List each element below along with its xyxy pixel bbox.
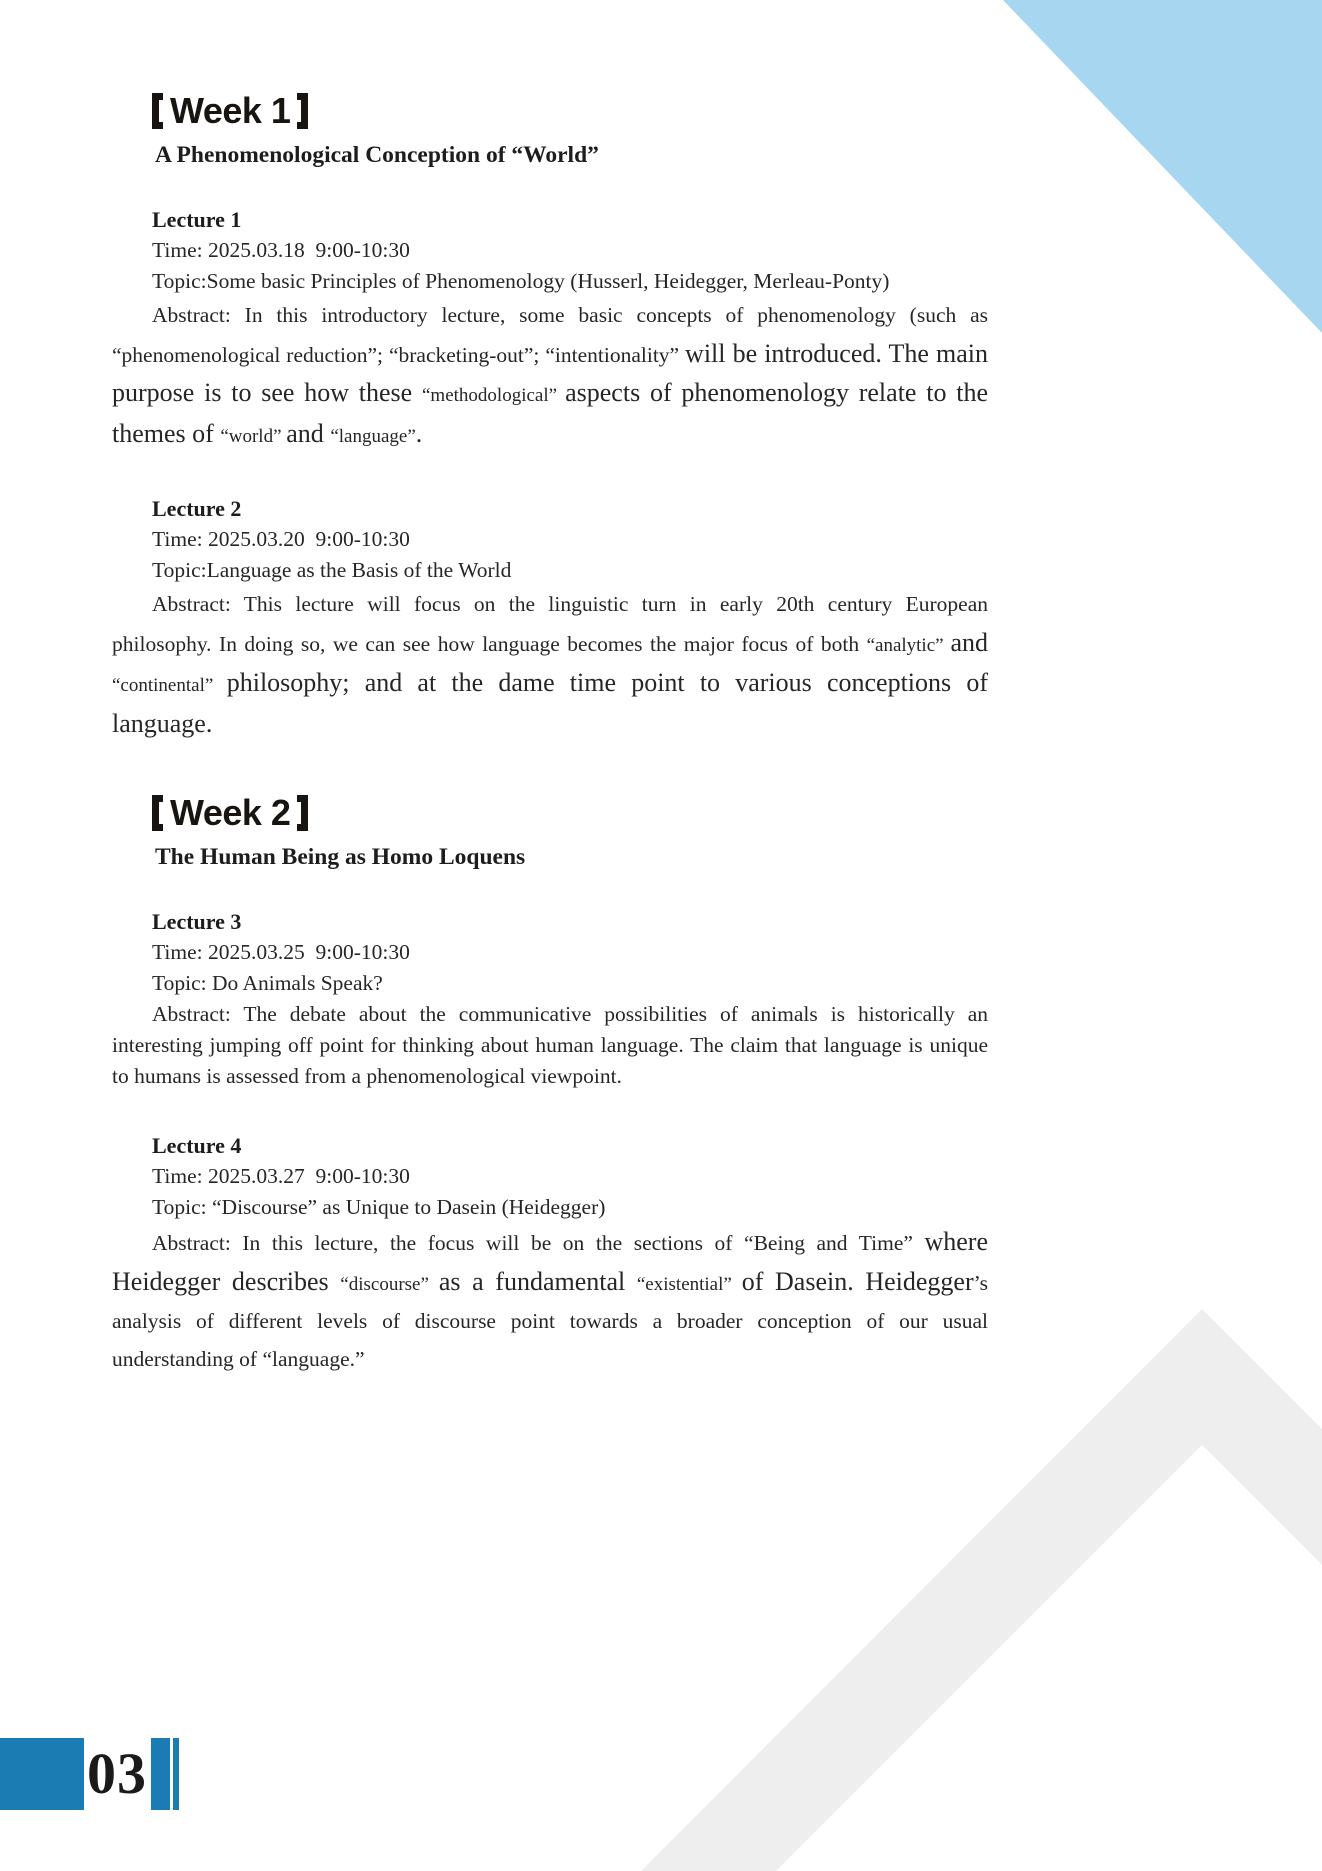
abstract-text-run: “methodological” [422, 385, 566, 406]
lecture-title: Lecture 2 [152, 496, 242, 521]
footer-stripe-thick-icon [151, 1738, 170, 1810]
lecture-block [112, 204, 988, 455]
abstract-text-run: Abstract: In this introductory lecture, some basic concepts of phenomenology (such as “phenomenological reduction”; “bracketing-out”; “intentionality” [112, 303, 988, 367]
lecture-time: Time: 2025.03.27 9:00-10:30 [152, 1164, 410, 1188]
lenticular-bracket-left-icon [152, 795, 163, 831]
lenticular-bracket-right-icon [297, 93, 308, 129]
abstract-text-run: “analytic” [866, 634, 951, 656]
abstract-text-run: “continental” [112, 675, 227, 696]
lecture-block [112, 493, 988, 744]
lecture-time: Time: 2025.03.20 9:00-10:30 [152, 527, 410, 551]
lecture-title: Lecture 4 [152, 1133, 242, 1158]
week-heading-label: Week 2 [170, 792, 291, 833]
lenticular-bracket-left-icon [152, 93, 163, 129]
lenticular-bracket-right-icon [297, 795, 308, 831]
footer-accent-block [0, 1738, 84, 1810]
abstract-text-run: “world” [220, 425, 287, 447]
lecture-topic: Topic:Some basic Principles of Phenomenology (Husserl, Heidegger, Merleau-Ponty) [152, 269, 890, 293]
abstract-text-run: will be introduced. The main purpose is to see how these [112, 338, 988, 407]
week-section-1 [112, 88, 988, 744]
abstract-text-run: philosophy; and at the dame time point to various conceptions of language. [112, 668, 988, 738]
abstract-text-run: Abstract: The debate about the communicative possibilities of animals is historically an interesting jumping off point for thinking about human language. The claim that language is unique to humans is assessed from a phenomenological viewpoint. [112, 1002, 988, 1088]
corner-triangle-decoration [1003, 0, 1322, 333]
week-subtitle: A Phenomenological Conception of “World” [155, 142, 599, 168]
abstract-text-run: “language” [330, 425, 416, 447]
abstract-text-run: “existential” [636, 1273, 742, 1295]
abstract-text-run: ’s analysis of different levels of discourse point towards a broader conception of our usual understanding of “language.” [112, 1270, 988, 1371]
lecture-topic: Topic: Do Animals Speak? [152, 971, 383, 995]
page-number: 03 [87, 1741, 147, 1806]
lecture-time: Time: 2025.03.18 9:00-10:30 [152, 238, 410, 262]
lecture-topic: Topic:Language as the Basis of the World [152, 558, 512, 582]
lecture-abstract [112, 999, 988, 1092]
abstract-text-run: as a fundamental [438, 1266, 637, 1296]
lecture-time: Time: 2025.03.25 9:00-10:30 [152, 940, 410, 964]
abstract-text-run: and [950, 627, 988, 657]
abstract-text-run: of Dasein. Heidegger [741, 1266, 974, 1296]
week-section-2 [112, 790, 988, 1378]
footer-stripe-thin-icon [173, 1738, 179, 1810]
syllabus-content [112, 88, 988, 1424]
lecture-abstract [112, 1223, 988, 1378]
abstract-text-run: “discourse” [340, 1273, 439, 1295]
lecture-abstract [112, 297, 988, 455]
lecture-title: Lecture 3 [152, 909, 242, 934]
abstract-text-run: Abstract: In this lecture, the focus will be on the sections of “Being and Time” [152, 1231, 925, 1255]
lecture-title: Lecture 1 [152, 207, 242, 232]
abstract-text-run: . [415, 418, 423, 448]
week-heading-label: Week 1 [170, 90, 291, 131]
lecture-block [112, 906, 988, 1092]
lecture-block [112, 1130, 988, 1378]
week-subtitle: The Human Being as Homo Loquens [155, 844, 526, 870]
lecture-topic: Topic: “Discourse” as Unique to Dasein (Heidegger) [152, 1195, 606, 1219]
abstract-text-run: aspects of phenomenology relate to the themes of [112, 378, 989, 448]
lecture-abstract [112, 586, 988, 744]
abstract-text-run: where Heidegger describes [112, 1227, 988, 1296]
abstract-text-run: and [286, 418, 331, 448]
week-heading [152, 790, 988, 836]
week-heading [152, 88, 988, 134]
abstract-text-run: Abstract: This lecture will focus on the linguistic turn in early 20th century European philosophy. In doing so, we can see how language becomes the major focus of both [112, 592, 988, 656]
